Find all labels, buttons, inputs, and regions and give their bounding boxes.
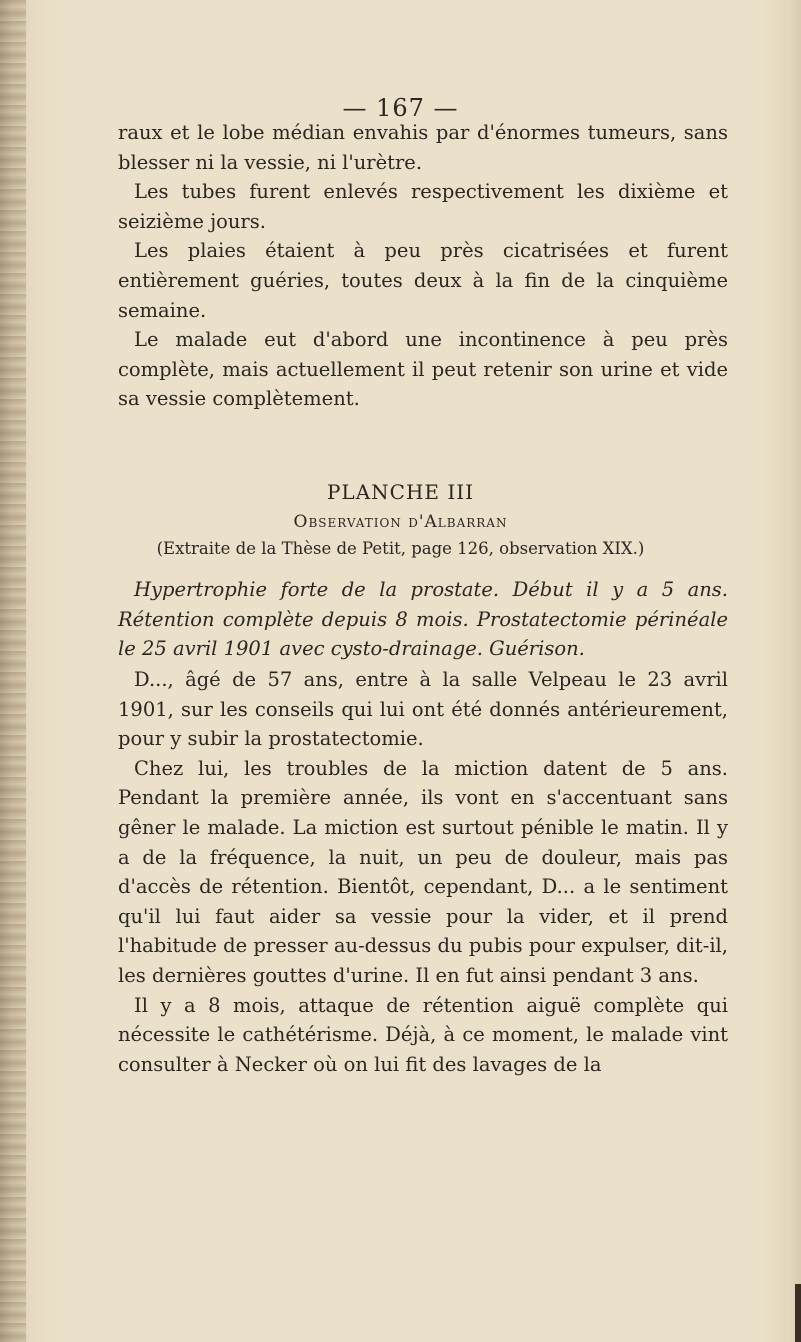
body-paragraph-1: D..., âgé de 57 ans, entre à la salle Velpeau le 23 avril 1901, sur les conseils qui lui ont été donnés antérieurement, pour y subir la prostatectomie. — [118, 668, 728, 751]
section-source: (Extraite de la Thèse de Petit, page 126, observation XIX.) — [156, 539, 645, 558]
body-paragraph-2: Chez lui, les troubles de la miction datent de 5 ans. Pendant la première année, ils vont en s'accentuant sans gêner le malade. La miction est surtout pénible le matin. Il y a de la fréquence, la nuit, un peu de douleur, mais pas d'accès de rétention. Bientôt, cependant, D... a le sentiment qu'il lui faut aider sa vessie pour la vider, et il prend l'habitude de presser au-dessus du pubis pour expulser, dit-il, les dernières gouttes d'urine. Il en fut ainsi pendant 3 ans. — [118, 756, 728, 987]
body-paragraph-3: Il y a 8 mois, attaque de rétention aiguë complète qui nécessite le cathétérisme. Déjà, à ce moment, le malade vint consulter à Necker où on lui fit des lavages de la — [118, 993, 728, 1076]
intro-text — [118, 118, 728, 414]
case-body — [118, 665, 728, 1079]
section-title: PLANCHE III — [326, 480, 475, 504]
section-subtitle: Observation d'Albarran — [293, 512, 508, 532]
case-summary: Hypertrophie forte de la prostate. Début il y a 5 ans. Rétention complète depuis 8 mois. Prostatectomie périnéale le 25 avril 1901 avec cysto-drainage. Guérison. — [118, 578, 728, 661]
summary-block — [118, 575, 728, 664]
intro-paragraph-3: Les plaies étaient à peu près cicatrisées et furent entièrement guéries, toutes deux à la fin de la cinquième semaine. — [118, 239, 728, 322]
intro-paragraph-1: raux et le lobe médian envahis par d'énormes tumeurs, sans blesser ni la vessie, ni l'urètre. — [118, 121, 728, 174]
intro-paragraph-2: Les tubes furent enlevés respectivement les dixième et seizième jours. — [118, 180, 728, 233]
scan-corner-mark — [795, 1284, 801, 1342]
intro-paragraph-4: Le malade eut d'abord une incontinence à peu près complète, mais actuellement il peut retenir son urine et vide sa vessie complètement. — [118, 328, 728, 411]
page-binding-edge — [0, 0, 26, 1342]
page-number: — 167 — — [342, 94, 459, 122]
